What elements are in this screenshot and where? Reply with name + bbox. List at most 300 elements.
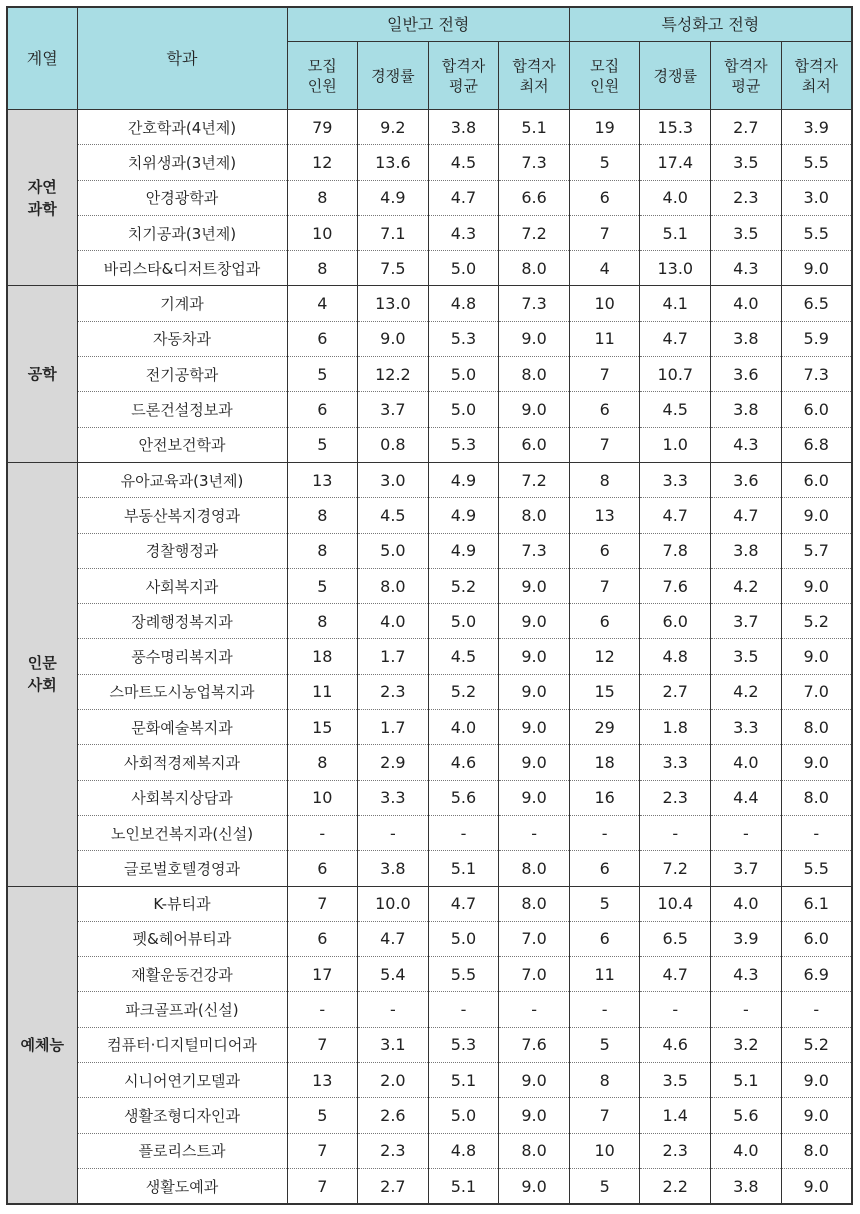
header-category: 계열 xyxy=(7,7,77,110)
table-row xyxy=(7,1027,852,1062)
cell-general-min: 9.0 xyxy=(499,710,570,745)
cell-special-avg: 3.5 xyxy=(711,215,782,250)
cell-special-min: 9.0 xyxy=(781,251,852,286)
header-general-competition-rate xyxy=(358,42,429,110)
cell-special-rate: 5.1 xyxy=(640,215,711,250)
cell-general-min: 7.0 xyxy=(499,921,570,956)
cell-general-rate: 7.1 xyxy=(358,215,429,250)
cell-special-recruit: 10 xyxy=(569,286,640,321)
cell-general-avg: 4.0 xyxy=(428,710,499,745)
cell-special-min: 8.0 xyxy=(781,710,852,745)
cell-special-avg: 2.3 xyxy=(711,180,782,215)
cell-special-recruit: 7 xyxy=(569,1098,640,1133)
category-cell xyxy=(7,110,77,286)
department-name: 스마트도시농업복지과 xyxy=(77,674,287,709)
cell-special-avg: - xyxy=(711,815,782,850)
cell-general-rate: 4.5 xyxy=(358,498,429,533)
cell-general-recruit: 5 xyxy=(287,1098,358,1133)
cell-special-recruit: 5 xyxy=(569,145,640,180)
cell-special-min: 7.3 xyxy=(781,357,852,392)
table-row xyxy=(7,286,852,321)
cell-special-rate: 15.3 xyxy=(640,110,711,145)
department-name: 재활운동건강과 xyxy=(77,957,287,992)
department-name: 바리스타&디저트창업과 xyxy=(77,251,287,286)
cell-general-recruit: 7 xyxy=(287,1027,358,1062)
cell-general-rate: 5.0 xyxy=(358,533,429,568)
table-row xyxy=(7,674,852,709)
cell-special-rate: 4.5 xyxy=(640,392,711,427)
cell-special-recruit: 19 xyxy=(569,110,640,145)
department-name: 경찰행정과 xyxy=(77,533,287,568)
cell-general-rate: 9.0 xyxy=(358,321,429,356)
cell-special-avg: 3.8 xyxy=(711,1168,782,1204)
department-name: 풍수명리복지과 xyxy=(77,639,287,674)
cell-special-rate: 4.8 xyxy=(640,639,711,674)
header-label-line: 경쟁률 xyxy=(371,66,415,85)
category-label: 사회 xyxy=(27,676,57,695)
cell-special-min: 6.9 xyxy=(781,957,852,992)
cell-general-avg: 5.3 xyxy=(428,1027,499,1062)
cell-special-min: 5.7 xyxy=(781,533,852,568)
cell-general-avg: 5.0 xyxy=(428,251,499,286)
cell-general-rate: 13.6 xyxy=(358,145,429,180)
table-row xyxy=(7,427,852,462)
cell-general-avg: 5.6 xyxy=(428,780,499,815)
cell-special-avg: 2.7 xyxy=(711,110,782,145)
cell-special-min: 9.0 xyxy=(781,498,852,533)
cell-special-min: 5.9 xyxy=(781,321,852,356)
cell-general-recruit: 13 xyxy=(287,462,358,497)
cell-general-recruit: 10 xyxy=(287,215,358,250)
cell-special-recruit: 11 xyxy=(569,957,640,992)
cell-general-rate: 3.3 xyxy=(358,780,429,815)
cell-special-min: - xyxy=(781,992,852,1027)
cell-special-rate: 1.0 xyxy=(640,427,711,462)
department-name: 파크골프과(신설) xyxy=(77,992,287,1027)
header-label-line: 평균 xyxy=(731,76,761,95)
header-general-pass-lowest xyxy=(499,42,570,110)
category-label: 자연 xyxy=(27,177,57,196)
table-row xyxy=(7,568,852,603)
cell-general-rate: 12.2 xyxy=(358,357,429,392)
cell-general-min: 8.0 xyxy=(499,886,570,921)
cell-general-rate: 3.1 xyxy=(358,1027,429,1062)
cell-special-avg: 3.8 xyxy=(711,392,782,427)
table-row xyxy=(7,392,852,427)
cell-general-recruit: 10 xyxy=(287,780,358,815)
header-label-line: 합격자 xyxy=(794,56,838,75)
cell-general-avg: 5.0 xyxy=(428,604,499,639)
department-name: 간호학과(4년제) xyxy=(77,110,287,145)
cell-special-avg: 5.1 xyxy=(711,1063,782,1098)
cell-special-rate: 2.7 xyxy=(640,674,711,709)
cell-special-min: 7.0 xyxy=(781,674,852,709)
cell-special-recruit: 8 xyxy=(569,462,640,497)
cell-special-recruit: 29 xyxy=(569,710,640,745)
cell-general-min: 7.6 xyxy=(499,1027,570,1062)
cell-special-recruit: 5 xyxy=(569,1027,640,1062)
cell-general-min: 8.0 xyxy=(499,251,570,286)
cell-special-min: 6.0 xyxy=(781,462,852,497)
department-name: 생활도예과 xyxy=(77,1168,287,1204)
cell-general-avg: 5.0 xyxy=(428,392,499,427)
cell-general-avg: 3.8 xyxy=(428,110,499,145)
cell-special-min: 6.8 xyxy=(781,427,852,462)
header-label-line: 합격자 xyxy=(441,56,486,75)
header-general-admission: 일반고 전형 xyxy=(287,7,569,42)
header-label-line: 합격자 xyxy=(724,56,768,75)
cell-general-recruit: 11 xyxy=(287,674,358,709)
department-name: 유아교육과(3년제) xyxy=(77,462,287,497)
cell-special-min: 3.9 xyxy=(781,110,852,145)
header-special-pass-average xyxy=(711,42,782,110)
cell-special-rate: 3.5 xyxy=(640,1063,711,1098)
cell-special-recruit: 7 xyxy=(569,427,640,462)
cell-special-rate: 6.5 xyxy=(640,921,711,956)
cell-general-rate: 2.0 xyxy=(358,1063,429,1098)
cell-special-min: 5.5 xyxy=(781,145,852,180)
cell-special-avg: 3.8 xyxy=(711,321,782,356)
cell-general-rate: 3.8 xyxy=(358,851,429,886)
cell-general-recruit: 18 xyxy=(287,639,358,674)
cell-special-min: 5.5 xyxy=(781,851,852,886)
cell-general-rate: - xyxy=(358,992,429,1027)
department-name: 노인보건복지과(신설) xyxy=(77,815,287,850)
cell-special-avg: 3.7 xyxy=(711,851,782,886)
cell-general-rate: 2.3 xyxy=(358,674,429,709)
cell-general-min: 7.0 xyxy=(499,957,570,992)
cell-general-recruit: 7 xyxy=(287,886,358,921)
cell-general-min: 8.0 xyxy=(499,1133,570,1168)
cell-general-min: 9.0 xyxy=(499,674,570,709)
cell-special-avg: 5.6 xyxy=(711,1098,782,1133)
cell-special-recruit: 5 xyxy=(569,1168,640,1204)
table-row xyxy=(7,215,852,250)
cell-general-recruit: 13 xyxy=(287,1063,358,1098)
table-row xyxy=(7,110,852,145)
cell-general-rate: 13.0 xyxy=(358,286,429,321)
cell-special-recruit: 4 xyxy=(569,251,640,286)
cell-special-rate: - xyxy=(640,992,711,1027)
cell-special-recruit: 13 xyxy=(569,498,640,533)
header-label-line: 인원 xyxy=(590,76,620,95)
department-name: 드론건설정보과 xyxy=(77,392,287,427)
header-general-pass-average xyxy=(428,42,499,110)
cell-general-recruit: 8 xyxy=(287,533,358,568)
cell-special-recruit: 16 xyxy=(569,780,640,815)
cell-general-rate: 5.4 xyxy=(358,957,429,992)
category-label: 인문 xyxy=(27,654,57,673)
cell-general-rate: 4.7 xyxy=(358,921,429,956)
cell-general-recruit: 15 xyxy=(287,710,358,745)
cell-special-min: 9.0 xyxy=(781,1063,852,1098)
cell-general-min: 7.2 xyxy=(499,462,570,497)
cell-general-avg: - xyxy=(428,815,499,850)
table-row xyxy=(7,710,852,745)
cell-general-min: 8.0 xyxy=(499,357,570,392)
cell-special-rate: 2.3 xyxy=(640,780,711,815)
cell-general-min: 9.0 xyxy=(499,639,570,674)
cell-general-recruit: 8 xyxy=(287,745,358,780)
table-row xyxy=(7,462,852,497)
cell-special-avg: 4.0 xyxy=(711,286,782,321)
table-row xyxy=(7,145,852,180)
category-label: 예체능 xyxy=(20,1035,64,1054)
cell-general-avg: 4.7 xyxy=(428,886,499,921)
cell-general-min: 8.0 xyxy=(499,851,570,886)
cell-special-recruit: 5 xyxy=(569,886,640,921)
cell-special-avg: 4.3 xyxy=(711,957,782,992)
cell-general-recruit: 8 xyxy=(287,498,358,533)
department-name: 문화예술복지과 xyxy=(77,710,287,745)
cell-special-min: 3.0 xyxy=(781,180,852,215)
cell-special-avg: 4.0 xyxy=(711,886,782,921)
table-row xyxy=(7,957,852,992)
cell-general-rate: - xyxy=(358,815,429,850)
header-department: 학과 xyxy=(77,7,287,110)
cell-general-min: 6.0 xyxy=(499,427,570,462)
cell-special-recruit: 6 xyxy=(569,533,640,568)
cell-general-recruit: 6 xyxy=(287,921,358,956)
department-name: 기계과 xyxy=(77,286,287,321)
cell-general-rate: 3.7 xyxy=(358,392,429,427)
table-row xyxy=(7,321,852,356)
cell-special-recruit: 7 xyxy=(569,215,640,250)
cell-special-recruit: - xyxy=(569,815,640,850)
cell-special-rate: 4.1 xyxy=(640,286,711,321)
table-row xyxy=(7,1133,852,1168)
cell-general-recruit: 6 xyxy=(287,321,358,356)
cell-general-recruit: 5 xyxy=(287,568,358,603)
cell-special-rate: 10.7 xyxy=(640,357,711,392)
department-name: 부동산복지경영과 xyxy=(77,498,287,533)
cell-special-avg: 4.3 xyxy=(711,251,782,286)
department-name: 자동차과 xyxy=(77,321,287,356)
cell-special-avg: 4.0 xyxy=(711,1133,782,1168)
table-row xyxy=(7,639,852,674)
cell-general-min: 9.0 xyxy=(499,780,570,815)
cell-special-recruit: - xyxy=(569,992,640,1027)
table-row xyxy=(7,1098,852,1133)
cell-special-recruit: 8 xyxy=(569,1063,640,1098)
cell-special-avg: 4.0 xyxy=(711,745,782,780)
cell-general-recruit: 8 xyxy=(287,251,358,286)
cell-general-rate: 4.9 xyxy=(358,180,429,215)
cell-general-rate: 1.7 xyxy=(358,710,429,745)
cell-general-recruit: 6 xyxy=(287,392,358,427)
cell-special-min: 6.0 xyxy=(781,921,852,956)
cell-general-avg: 5.2 xyxy=(428,568,499,603)
table-row xyxy=(7,180,852,215)
cell-special-min: 5.5 xyxy=(781,215,852,250)
cell-general-recruit: 12 xyxy=(287,145,358,180)
cell-general-avg: 4.3 xyxy=(428,215,499,250)
cell-general-avg: 5.5 xyxy=(428,957,499,992)
cell-general-avg: 4.5 xyxy=(428,145,499,180)
cell-special-avg: 3.7 xyxy=(711,604,782,639)
cell-special-avg: 4.2 xyxy=(711,568,782,603)
cell-general-min: 5.1 xyxy=(499,110,570,145)
cell-special-rate: 7.8 xyxy=(640,533,711,568)
cell-general-rate: 3.0 xyxy=(358,462,429,497)
department-name: 사회복지상담과 xyxy=(77,780,287,815)
cell-special-avg: 3.8 xyxy=(711,533,782,568)
cell-special-avg: 4.4 xyxy=(711,780,782,815)
cell-general-recruit: - xyxy=(287,992,358,1027)
cell-general-min: 9.0 xyxy=(499,745,570,780)
cell-special-avg: 3.3 xyxy=(711,710,782,745)
table-row xyxy=(7,498,852,533)
header-label-line: 모집 xyxy=(307,56,337,75)
cell-general-avg: 4.6 xyxy=(428,745,499,780)
cell-general-avg: 5.3 xyxy=(428,321,499,356)
cell-general-recruit: 79 xyxy=(287,110,358,145)
cell-special-recruit: 6 xyxy=(569,392,640,427)
cell-general-rate: 9.2 xyxy=(358,110,429,145)
cell-general-recruit: 6 xyxy=(287,851,358,886)
cell-special-min: 5.2 xyxy=(781,1027,852,1062)
cell-special-recruit: 18 xyxy=(569,745,640,780)
cell-special-rate: 10.4 xyxy=(640,886,711,921)
cell-special-min: 9.0 xyxy=(781,1168,852,1204)
cell-special-recruit: 12 xyxy=(569,639,640,674)
cell-general-min: 7.2 xyxy=(499,215,570,250)
cell-special-avg: 3.6 xyxy=(711,357,782,392)
cell-general-min: - xyxy=(499,992,570,1027)
cell-special-min: - xyxy=(781,815,852,850)
cell-special-min: 6.0 xyxy=(781,392,852,427)
table-row xyxy=(7,886,852,921)
cell-special-recruit: 6 xyxy=(569,604,640,639)
cell-general-min: - xyxy=(499,815,570,850)
header-special-recruit-count xyxy=(569,42,640,110)
cell-special-min: 8.0 xyxy=(781,1133,852,1168)
table-row xyxy=(7,921,852,956)
cell-general-rate: 0.8 xyxy=(358,427,429,462)
table-row xyxy=(7,251,852,286)
header-special-competition-rate xyxy=(640,42,711,110)
cell-general-avg: 5.1 xyxy=(428,1168,499,1204)
cell-general-avg: 5.0 xyxy=(428,1098,499,1133)
cell-general-recruit: 5 xyxy=(287,357,358,392)
cell-special-min: 9.0 xyxy=(781,568,852,603)
cell-special-avg: 3.6 xyxy=(711,462,782,497)
table-row xyxy=(7,604,852,639)
cell-special-rate: 1.4 xyxy=(640,1098,711,1133)
cell-general-avg: 4.5 xyxy=(428,639,499,674)
table-row xyxy=(7,533,852,568)
category-label: 과학 xyxy=(27,199,57,218)
cell-general-avg: 5.2 xyxy=(428,674,499,709)
admission-results-table xyxy=(6,6,853,1205)
cell-special-rate: 4.0 xyxy=(640,180,711,215)
cell-general-avg: 4.8 xyxy=(428,1133,499,1168)
category-cell xyxy=(7,286,77,462)
cell-special-rate: 2.3 xyxy=(640,1133,711,1168)
cell-general-min: 9.0 xyxy=(499,392,570,427)
cell-general-rate: 7.5 xyxy=(358,251,429,286)
cell-general-min: 7.3 xyxy=(499,533,570,568)
cell-special-rate: 17.4 xyxy=(640,145,711,180)
cell-general-recruit: 8 xyxy=(287,180,358,215)
cell-general-avg: 5.3 xyxy=(428,427,499,462)
department-name: 장례행정복지과 xyxy=(77,604,287,639)
cell-special-rate: 4.7 xyxy=(640,498,711,533)
cell-special-rate: 2.2 xyxy=(640,1168,711,1204)
cell-special-recruit: 15 xyxy=(569,674,640,709)
cell-general-avg: 5.0 xyxy=(428,921,499,956)
department-name: 안전보건학과 xyxy=(77,427,287,462)
cell-special-rate: - xyxy=(640,815,711,850)
cell-general-min: 9.0 xyxy=(499,1063,570,1098)
cell-special-rate: 7.2 xyxy=(640,851,711,886)
department-name: K-뷰티과 xyxy=(77,886,287,921)
cell-special-avg: 4.3 xyxy=(711,427,782,462)
table-body xyxy=(7,110,852,1205)
department-name: 안경광학과 xyxy=(77,180,287,215)
table-row xyxy=(7,992,852,1027)
cell-special-recruit: 7 xyxy=(569,357,640,392)
cell-general-min: 8.0 xyxy=(499,498,570,533)
cell-special-min: 8.0 xyxy=(781,780,852,815)
cell-general-rate: 8.0 xyxy=(358,568,429,603)
cell-special-avg: - xyxy=(711,992,782,1027)
department-name: 생활조형디자인과 xyxy=(77,1098,287,1133)
table-row xyxy=(7,357,852,392)
cell-special-min: 9.0 xyxy=(781,1098,852,1133)
header-label-line: 모집 xyxy=(590,56,620,75)
cell-special-recruit: 6 xyxy=(569,851,640,886)
department-name: 사회적경제복지과 xyxy=(77,745,287,780)
department-name: 치기공과(3년제) xyxy=(77,215,287,250)
cell-special-rate: 1.8 xyxy=(640,710,711,745)
cell-special-recruit: 11 xyxy=(569,321,640,356)
cell-special-recruit: 6 xyxy=(569,180,640,215)
cell-general-rate: 4.0 xyxy=(358,604,429,639)
cell-general-avg: 5.1 xyxy=(428,851,499,886)
cell-special-rate: 3.3 xyxy=(640,745,711,780)
cell-general-min: 9.0 xyxy=(499,568,570,603)
cell-special-rate: 3.3 xyxy=(640,462,711,497)
cell-general-min: 9.0 xyxy=(499,604,570,639)
cell-general-rate: 2.9 xyxy=(358,745,429,780)
cell-special-avg: 3.2 xyxy=(711,1027,782,1062)
header-general-recruit-count xyxy=(287,42,358,110)
cell-general-rate: 2.6 xyxy=(358,1098,429,1133)
department-name: 사회복지과 xyxy=(77,568,287,603)
cell-general-rate: 10.0 xyxy=(358,886,429,921)
cell-special-avg: 4.7 xyxy=(711,498,782,533)
table-row xyxy=(7,745,852,780)
department-name: 시니어연기모델과 xyxy=(77,1063,287,1098)
header-label-line: 인원 xyxy=(307,76,337,95)
department-name: 플로리스트과 xyxy=(77,1133,287,1168)
header-label-line: 평균 xyxy=(448,76,478,95)
cell-general-recruit: 17 xyxy=(287,957,358,992)
cell-special-rate: 13.0 xyxy=(640,251,711,286)
header-special-admission: 특성화고 전형 xyxy=(569,7,851,42)
cell-special-min: 6.5 xyxy=(781,286,852,321)
table-row xyxy=(7,780,852,815)
cell-special-recruit: 10 xyxy=(569,1133,640,1168)
cell-general-min: 7.3 xyxy=(499,145,570,180)
cell-general-rate: 1.7 xyxy=(358,639,429,674)
cell-general-avg: 5.0 xyxy=(428,357,499,392)
cell-general-rate: 2.3 xyxy=(358,1133,429,1168)
cell-general-recruit: 5 xyxy=(287,427,358,462)
cell-general-avg: 4.9 xyxy=(428,533,499,568)
cell-general-min: 9.0 xyxy=(499,321,570,356)
